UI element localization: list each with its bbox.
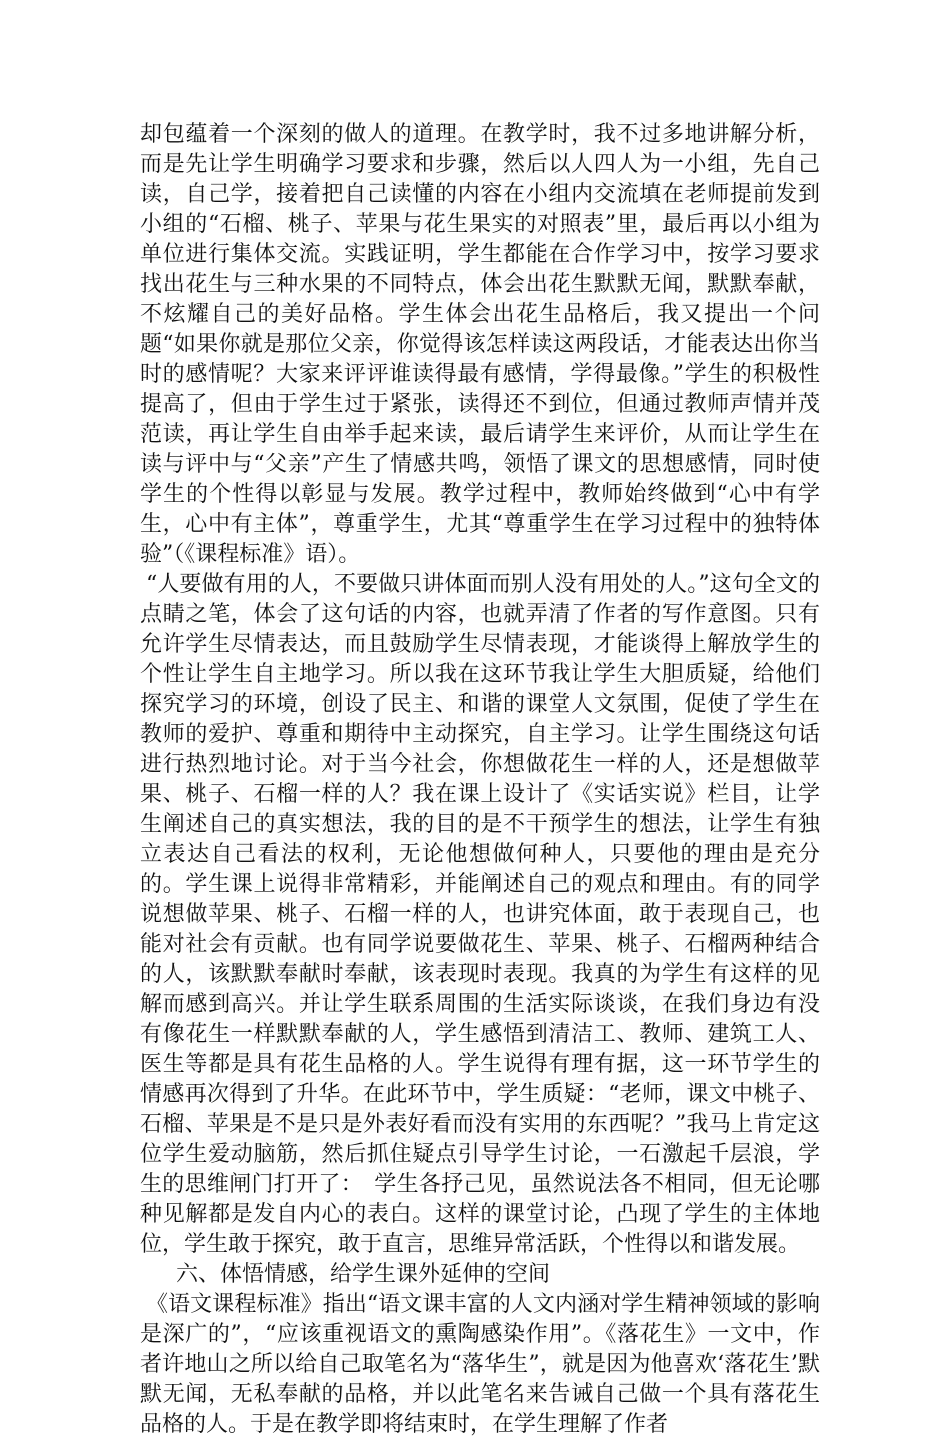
body-paragraph-1: 却包蕴着一个深刻的做人的道理。在教学时，我不过多地讲解分析，而是先让学生明确学习要求和步骤，然后以人四人为一小组，先自己读，自己学，接着把自己读懂的内容在小组内交流填在老师提前发到小组的“石榴、桃子、苹果与花生果实的对照表”里，最后再以小组为单位进行集体交流。实践证明，学生都能在合作学习中，按学习要求找出花生与三种水果的不同特点，体会出花生默默无闻，默默奉献，不炫耀自己的美好品格。学生体会出花生品格后，我又提出一个问题“如果你就是那位父亲，你觉得该怎样读这两段话，才能表达出你当时的感情呢？大家来评评谁读得最有感情，学得最像。”学生的积极性提高了，但由于学生过于紧张，读得还不到位，但通过教师声情并茂范读，再让学生自由举手起来读，最后请学生来评价，从而让学生在读与评中与“父亲”产生了情感共鸣，领悟了课文的思想感情，同时使学生的个性得以彰显与发展。教学过程中，教师始终做到“心中有学生，心中有主体”，尊重学生，尤其“尊重学生在学习过程中的独特体验”（《课程标准》语）。 <box>140 122 820 567</box>
body-paragraph-3: 《语文课程标准》指出“语文课丰富的人文内涵对学生精神领域的影响是深广的”，“应该重视语文的熏陶感染作用”。《落花生》一文中，作者许地山之所以给自己取笔名为“落华生”，就是因为他喜欢‘落花生’默默无闻，无私奉献的品格，并以此笔名来告诫自己做一个具有落花生品格的人。于是在教学即将结束时，在学生理解了作者 <box>140 1292 820 1437</box>
section-heading: 六、体悟情感，给学生课外延伸的空间 <box>176 1262 551 1287</box>
body-paragraph-2: “人要做有用的人，不要做只讲体面而别人没有用处的人。”这句全文的点睛之笔，体会了这句话的内容，也就弄清了作者的写作意图。只有允许学生尽情表达，而且鼓励学生尽情表现，才能谈得上解放学生的个性让学生自主地学习。所以我在这环节我让学生大胆质疑，给他们探究学习的环境，创设了民主、和谐的课堂人文氛围，促使了学生在教师的爱护、尊重和期待中主动探究，自主学习。让学生围绕这句话进行热烈地讨论。对于当今社会，你想做花生一样的人，还是想做苹果、桃子、石榴一样的人？我在课上设计了《实话实说》栏目，让学生阐述自己的真实想法，我的目的是不干预学生的想法，让学生有独立表达自己看法的权利，无论他想做何种人，只要他的理由是充分的。学生课上说得非常精彩，并能阐述自己的观点和理由。有的同学说想做苹果、桃子、石榴一样的人，也讲究体面，敢于表现自己，也能对社会有贡献。也有同学说要做花生、苹果、桃子、石榴两种结合的人，该默默奉献时奉献，该表现时表现。我真的为学生有这样的见解而感到高兴。并让学生联系周围的生活实际谈谈，在我们身边有没有像花生一样默默奉献的人，学生感悟到清洁工、教师、建筑工人、医生等都是具有花生品格的人。学生说得有理有据，这一环节学生的情感再次得到了升华。在此环节中，学生质疑：“老师，课文中桃子、石榴、苹果是不是只是外表好看而没有实用的东西呢？”我马上肯定这位学生爱动脑筋，然后抓住疑点引导学生讨论，一石激起千层浪，学生的思维闸门打开了： 学生各抒己见，虽然说法各不相同，但无论哪种见解都是发自内心的表白。这样的课堂讨论，凸现了学生的主体地位，学生敢于探究，敢于直言，思维异常活跃，个性得以和谐发展。 <box>140 572 820 1257</box>
document-page <box>140 120 820 1440</box>
